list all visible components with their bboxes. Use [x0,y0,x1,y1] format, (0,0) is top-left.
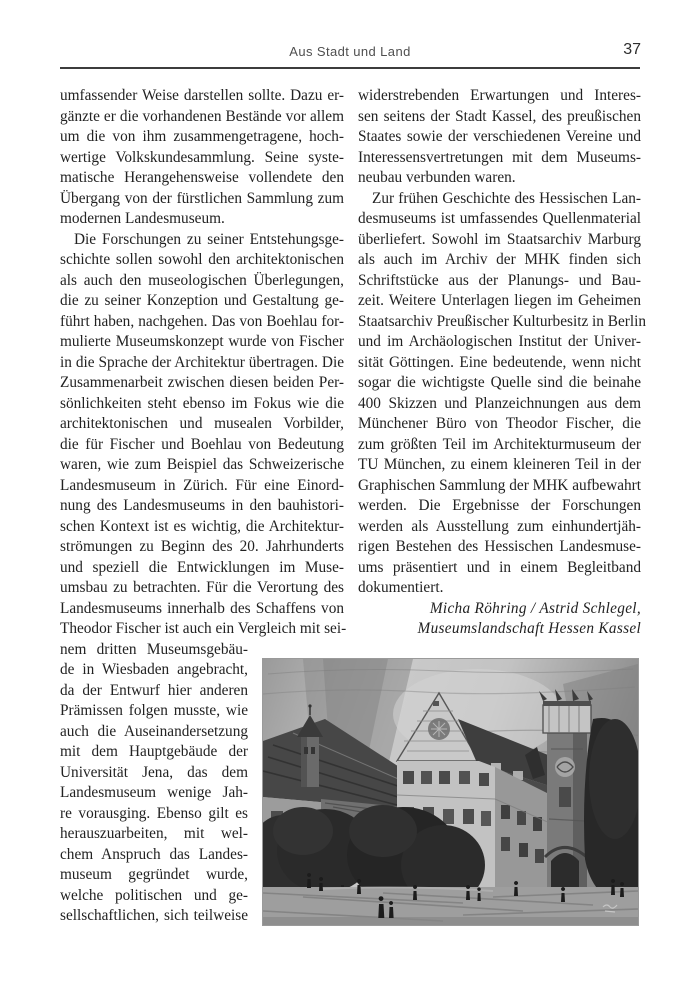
header-rule [60,67,640,69]
text-line: TU München, zu einem kleineren Teil in der [358,456,641,473]
text-line: Graphischen Sammlung der MHK aufbewahrt [358,476,641,494]
text-line: als auch den museologischen Überlegungen, [60,271,344,289]
text-line: sen seitens der Stadt Kassel, des preußischen [358,107,641,125]
text-line: sogar die wichtigste Quelle sind die beinahe [358,374,641,391]
byline-line: Micha Röhring / Astrid Schlegel, [429,599,641,617]
text-line: auch die Auseinandersetzung [60,722,248,740]
text-line: Landesmuseum wenige Jah- [60,784,248,801]
text-line: Prämissen folgen musste, wie [60,702,248,719]
text-line: werden als Ausstellung zum einhundertjäh- [358,517,641,535]
text-line: ums präsentiert und in einem Begleitband [358,558,641,576]
text-line: sität Göttingen. Eine bedeutende, wenn nicht [358,353,641,371]
text-line: Theodor Fischer ist auch ein Vergleich mit sei- [60,620,347,637]
text-line: neubau verbunden waren. [358,169,516,186]
text-line: re vorausging. Ebenso gilt es [60,804,248,822]
text-line: und im Archäologischen Institut der Univer- [358,333,641,350]
text-line: mit dem Hauptgebäude der [60,743,248,760]
byline-line: Museumslandschaft Hessen Kassel [417,620,641,637]
text-line: Universität Jena, das dem [60,763,248,781]
text-line: Landesmuseums innerhalb des Schaffens von [60,599,344,617]
text-line: Die Forschungen zu seiner Entstehungsge- [74,230,344,248]
museum-drawing [263,659,638,925]
text-line: strömungen zu Beginn des 20. Jahrhunderts [60,538,344,555]
text-line: architektonischen und musealen Vorbilder, [60,415,344,432]
text-line: werden. Die Ergebnisse der Forschungen [358,497,641,514]
text-line: Landesmuseum in Zürich. Für eine Einord- [60,476,344,494]
text-line: dokumentiert. [358,579,444,596]
text-line: Münchener Büro von Theodor Fischer, die [358,415,641,432]
text-line: als auch im Archiv der MHK finden sich [358,251,641,268]
text-line: schen Kontext ist es wichtig, die Architektur- [60,517,344,535]
text-line: sellschaftlichen, sich teilweise [60,907,248,924]
text-line: Zusammenarbeit zwischen diesen beiden Per- [60,374,344,391]
text-line: 400 Skizzen und Planzeichnungen aus dem [358,394,641,412]
text-line: waren, wie zum Beispiel das Schweizerische [60,456,344,473]
text-line: Zur frühen Geschichte des Hessischen Lan- [372,189,641,207]
museum-drawing-figure [263,659,638,925]
text-line: nung des Landesmuseums in den bauhistori- [60,497,344,514]
text-line: herauszuarbeiten, mit wel- [60,825,248,842]
text-line: Übergang von der fürstlichen Sammlung zum [60,189,344,207]
running-head: Aus Stadt und Land [289,44,411,59]
text-line: überliefert. Sowohl im Staatsarchiv Marburg [358,230,641,248]
text-line: museum gegründet wurde, [60,866,248,883]
text-line: widerstrebenden Erwartungen und Interes- [358,87,641,104]
text-line: rigen Bestehen des Hessischen Landesmuse- [358,538,641,555]
text-line: mulierte Museumskonzept wurde von Fischer [60,333,344,350]
text-line: chem Anspruch das Landes- [60,845,248,863]
text-line: de in Wiesbaden angebracht, [60,661,248,678]
text-line: und speziell die Entwicklungen im Muse- [60,558,344,576]
text-line: wertige Volkskundesammlung. Seine syste- [60,148,344,166]
text-line: um die von ihm zusammengetragene, hoch- [60,128,344,145]
text-line: zum größten Teil im Architekturmuseum der [358,435,641,453]
right-column [358,86,647,640]
text-line: sönlichkeiten steht ebenso im Fokus wie die [60,394,344,412]
text-line: die zu seiner Konzeption und Gestaltung ge- [60,292,344,309]
text-line: welche politischen und ge- [60,886,248,904]
text-line: Staatsarchiv Preußischer Kulturbesitz in Berlin [358,312,647,330]
text-line: Interessensvertretungen mit dem Museums- [358,148,641,166]
text-line: umfassender Weise darstellen sollte. Dazu er- [60,87,344,104]
text-line: gänzte er die vorhandenen Bestände vor allem [60,107,344,125]
page-number: 37 [623,41,641,58]
text-line: führt haben, nachgehen. Das von Boehlau for- [60,312,344,330]
text-line: modernen Landesmuseum. [60,210,225,227]
text-line: umsbau zu betrachten. Für die Verortung des [60,579,344,596]
text-line: die für Fischer und Boehlau von Bedeutung [60,435,344,453]
byline [358,599,641,640]
text-line: Schriftstücke aus der Planungs- und Bau- [358,271,641,289]
text-line: Staates sowie der verschiedenen Vereine und [358,128,641,145]
text-line: schichte sollen sowohl den architektonischen [60,251,344,268]
text-line: da der Entwurf hier anderen [60,681,248,699]
text-line: zeit. Weitere Unterlagen liegen im Geheimen [358,292,641,309]
text-line: nem dritten Museumsgebäu- [60,640,248,658]
text-line: desmuseums ist umfassendes Quellenmaterial [358,210,641,227]
text-line: matische Herangehensweise vollendete den [60,169,344,186]
text-line: in die Sprache der Architektur übertragen. Die [60,353,344,371]
